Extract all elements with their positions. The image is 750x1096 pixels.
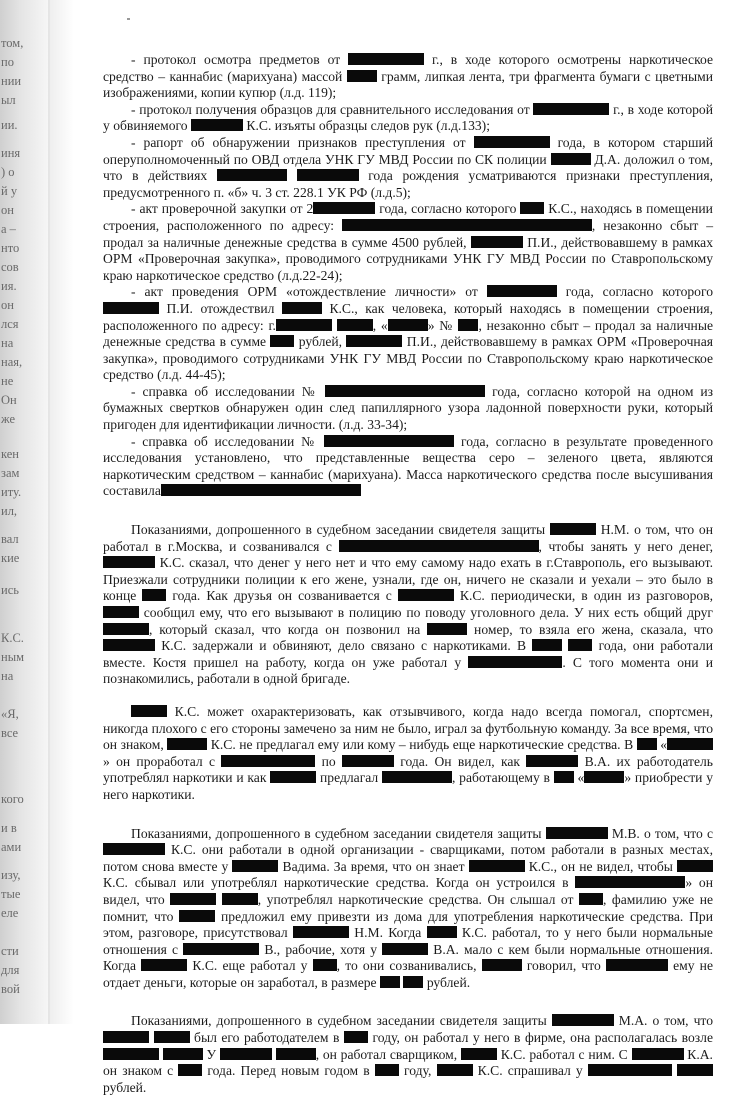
margin-fragment: на	[1, 336, 14, 351]
redaction	[103, 606, 139, 618]
redaction	[427, 926, 457, 938]
redaction	[482, 959, 522, 971]
redaction	[220, 1048, 272, 1060]
redaction	[550, 523, 596, 535]
redaction	[427, 623, 467, 635]
redaction	[551, 153, 591, 165]
redaction	[342, 755, 394, 767]
margin-fragment: изу,	[1, 868, 21, 883]
margin-fragment: том,	[1, 36, 24, 51]
page-fold-shadow	[48, 0, 74, 1024]
margin-fragment: он	[1, 203, 14, 218]
margin-fragment: кого	[1, 792, 24, 807]
redaction	[677, 1064, 713, 1076]
margin-fragment: все	[1, 725, 19, 740]
redaction	[183, 943, 259, 955]
margin-fragment: ил,	[1, 503, 18, 518]
margin-fragment: зам	[1, 465, 20, 480]
margin-fragment: ись	[1, 583, 19, 598]
margin-fragment: «Я,	[1, 706, 19, 721]
redaction	[103, 302, 159, 314]
evidence-item: - протокол осмотра предметов от г., в ходе которого осмотрены наркотическое средство – каннабис (марихуана) массой грамм, липкая лента, три фрагмента бумаги с цветными изображениями, копии купюр (л.д. 119);	[103, 52, 713, 101]
redaction	[221, 755, 315, 767]
redaction	[520, 202, 544, 214]
evidence-item: - справка об исследовании № года, согласно в результате проведенного исследования установлено, что представленные вещества серо – зеленого цвета, являются наркотическим средством – каннабис (марихуана). Масса наркотического средства после высушивания составила	[103, 433, 714, 499]
redaction	[382, 943, 428, 955]
margin-fragment: ная,	[1, 355, 23, 370]
margin-fragment: же	[1, 412, 16, 427]
evidence-item: - рапорт об обнаружении признаков преступления от года, в котором старший оперуполномоченный по ОВД отдела УНК ГУ МВД России по СК полиции Д.А. доложил о том, что в действиях года рождения усматриваются признаки преступления, предусмотренного п. «б» ч. 3 ст. 228.1 УК РФ (л.д.5);	[103, 134, 714, 200]
evidence-item: - справка об исследовании № года, согласно которой на одном из бумажных свертков обнаружен один след папиллярного узора ладонной поверхности руки, который пригоден для идентификации личности. (л.д. 33-34);	[103, 383, 713, 433]
witness-testimony: Показаниями, допрошенного в судебном заседании свидетеля защиты М.А. о том, что был его работодателем в году, он работал у него в фирме, она располагалась возле У , он работал сварщиком, К.С. работал с ним. С К.А. он знаком с года. Перед новым годом в году, К.С. спрашивал у рублей.	[103, 1013, 713, 1095]
redaction	[474, 136, 550, 148]
redaction	[179, 910, 215, 922]
margin-fragment: не	[1, 374, 14, 389]
evidence-item: - акт проведения ОРМ «отождествление личности» от года, согласно которого П.И. отождествил К.С., как человека, который находясь в помещении строения, расположенного по адресу: г. , « » № , незаконно сбыт – продал за наличные денежные средства в сумме рублей, П.И., действовавшему в рамках ОРМ «Проверочная закупка», проводимого сотрудниками УНК ГУ МВД России по Ставропольскому краю наркотическое средство (л.д. 44-45);	[103, 284, 714, 383]
adjacent-page-margin	[0, 0, 50, 1024]
margin-fragment: иня	[1, 146, 21, 161]
margin-fragment: и в	[1, 820, 17, 835]
redaction	[103, 623, 149, 635]
margin-fragment: нто	[1, 241, 20, 256]
scan-speck	[127, 18, 130, 20]
redaction	[632, 1048, 684, 1060]
margin-fragment: ами	[1, 839, 22, 854]
redaction	[325, 385, 485, 397]
redaction	[584, 771, 624, 783]
margin-fragment: ии.	[1, 117, 18, 132]
margin-fragment: лся	[1, 317, 19, 332]
redaction	[337, 319, 373, 331]
redaction	[546, 827, 608, 839]
redaction	[178, 1064, 202, 1076]
redaction	[677, 860, 713, 872]
redaction	[469, 860, 525, 872]
redaction	[342, 219, 592, 231]
redaction	[297, 169, 359, 181]
redaction	[170, 893, 216, 905]
redaction	[276, 319, 332, 331]
redaction	[276, 1048, 316, 1060]
redaction	[324, 435, 454, 447]
redaction	[568, 639, 592, 651]
redaction	[163, 1048, 203, 1060]
margin-fragment: ыл	[1, 93, 16, 108]
redaction	[131, 705, 167, 717]
margin-fragment: нии	[1, 74, 22, 89]
redaction	[347, 70, 377, 82]
margin-fragment: сти	[1, 944, 19, 959]
redaction	[667, 738, 713, 750]
margin-fragment: ) о	[1, 165, 15, 180]
redaction	[103, 1048, 159, 1060]
witness-testimony: К.С. может охарактеризовать, как отзывчивого, когда надо всегда помогал, спортсмен, никогда плохого с его стороны замечено за ним не было, играл за футбольную команду. За все время, что он знаком, К.С. не предлагал ему или кому – нибудь еще наркотические средства. В «» он проработал с по года. Он видел, как В.А. их работодатель употреблял наркотики и как предлагал , работающему в « » приобрести у него наркотики.	[103, 703, 713, 802]
redaction	[471, 236, 523, 248]
evidence-item: - протокол получения образцов для сравнительного исследования от г., в ходе которой у обвиняемого К.С. изъяты образцы следов рук (л.д.133);	[103, 101, 714, 134]
redaction	[167, 738, 207, 750]
redaction	[103, 639, 155, 651]
redaction	[588, 1064, 672, 1076]
margin-fragment: вой	[1, 982, 20, 997]
redaction	[161, 484, 361, 496]
redaction	[222, 893, 258, 905]
redaction	[526, 755, 578, 767]
margin-fragment: ным	[1, 649, 24, 664]
redaction	[293, 926, 349, 938]
redaction	[468, 656, 562, 668]
margin-fragment: для	[1, 963, 20, 978]
redaction	[346, 335, 402, 347]
redaction	[637, 738, 657, 750]
redaction	[403, 976, 423, 988]
redaction	[103, 1031, 149, 1043]
margin-fragment: й у	[1, 184, 18, 199]
redaction	[313, 202, 375, 214]
redaction	[282, 302, 322, 314]
redaction	[552, 1014, 614, 1026]
margin-fragment: он	[1, 298, 14, 313]
redaction	[217, 169, 287, 181]
margin-fragment: кен	[1, 446, 19, 461]
margin-fragment: ия.	[1, 279, 17, 294]
redaction	[191, 119, 243, 131]
redaction	[141, 959, 187, 971]
witness-testimony: Показаниями, допрошенного в судебном заседании свидетеля защиты М.В. о том, что с К.С. они работали в одной организации - сварщиками, потом работали в разных местах, потом снова вместе у Вадима. За время, что он знает К.С., он не видел, чтобы К.С. сбывал или употреблял наркотические средства. Когда он устроился в » он видел, что , употреблял наркотические средства. Он слышал от , фамилию уже не помнит, что предложил ему привезти из дома для употребления наркотические средства. При этом, разговоре, присутствовал Н.М. Когда К.С. работал, то у него были нормальные отношения с В., рабочие, хотя у В.А. мало с кем были нормальные отношения. Когда К.С. еще работал у , то они созванивались, говорил, что ему не отдает деньги, которые он заработал, в размере рублей.	[103, 825, 714, 990]
redaction	[398, 589, 454, 601]
redaction	[142, 589, 166, 601]
redaction	[554, 771, 574, 783]
margin-fragment: на	[1, 668, 14, 683]
margin-fragment: вал	[1, 532, 19, 546]
margin-fragment: еле	[1, 906, 19, 921]
redaction	[103, 556, 155, 568]
redaction	[339, 540, 539, 552]
redaction	[606, 959, 668, 971]
redaction	[380, 976, 400, 988]
margin-fragment: К.С.	[1, 630, 24, 645]
redaction	[461, 1048, 497, 1060]
margin-fragment: а –	[1, 222, 16, 237]
margin-fragment: сов	[1, 260, 19, 275]
redaction	[458, 319, 478, 331]
redaction	[375, 1064, 399, 1076]
redaction	[270, 771, 316, 783]
document-page	[103, 52, 713, 1096]
redaction	[575, 876, 685, 888]
redaction	[388, 319, 428, 331]
evidence-item: - акт проверочной закупки от 2 года, согласно которого К.С., находясь в помещении строения, расположенного по адресу: , незаконно сбыт – продал за наличные денежные средства в сумме 4500 рублей, П.И., действовавшему в рамках ОРМ «Проверочная закупка», проводимого сотрудниками УНК ГУ МВД России по Ставропольскому краю наркотическое средство (л.д.22-24);	[103, 201, 713, 283]
margin-fragment: иту.	[1, 484, 22, 499]
redaction	[154, 1031, 190, 1043]
redaction	[533, 103, 609, 115]
redaction	[313, 959, 337, 971]
redaction	[487, 285, 557, 297]
redaction	[348, 53, 424, 65]
margin-fragment: тые	[1, 887, 21, 902]
margin-fragment: по	[1, 55, 14, 70]
margin-fragment: кие	[1, 551, 20, 565]
redaction	[382, 771, 452, 783]
redaction	[532, 639, 562, 651]
redaction	[344, 1031, 368, 1043]
redaction	[579, 893, 603, 905]
redaction	[232, 860, 278, 872]
redaction	[270, 335, 294, 347]
witness-testimony: Показаниями, допрошенного в судебном заседании свидетеля защиты Н.М. о том, что он работал в г.Москва, и созванивался с , чтобы занять у него денег, К.С. сказал, что денег у него нет и что ему самому надо ехать в г.Ставрополь, его вызывают. Приезжали сотрудники полиции к его жене, узнали, где он, ничего не сказали и уехали – это было в конце года. Как друзья он созванивается с К.С. периодически, в один из разговоров, сообщил ему, что его вызывают в полицию по поводу уголовного дела. У них есть общий друг , который сказал, что когда он позвонил на номер, то взяла его жена, сказала, что К.С. задержали и обвиняют, дело связано с наркотиками. В года, они работали вместе. Костя пришел на работу, когда он уже работал у . С того момента они и познакомились, работали в одной бригаде.	[103, 522, 714, 687]
redaction	[103, 843, 165, 855]
redaction	[437, 1064, 473, 1076]
margin-fragment: Он	[1, 393, 17, 408]
